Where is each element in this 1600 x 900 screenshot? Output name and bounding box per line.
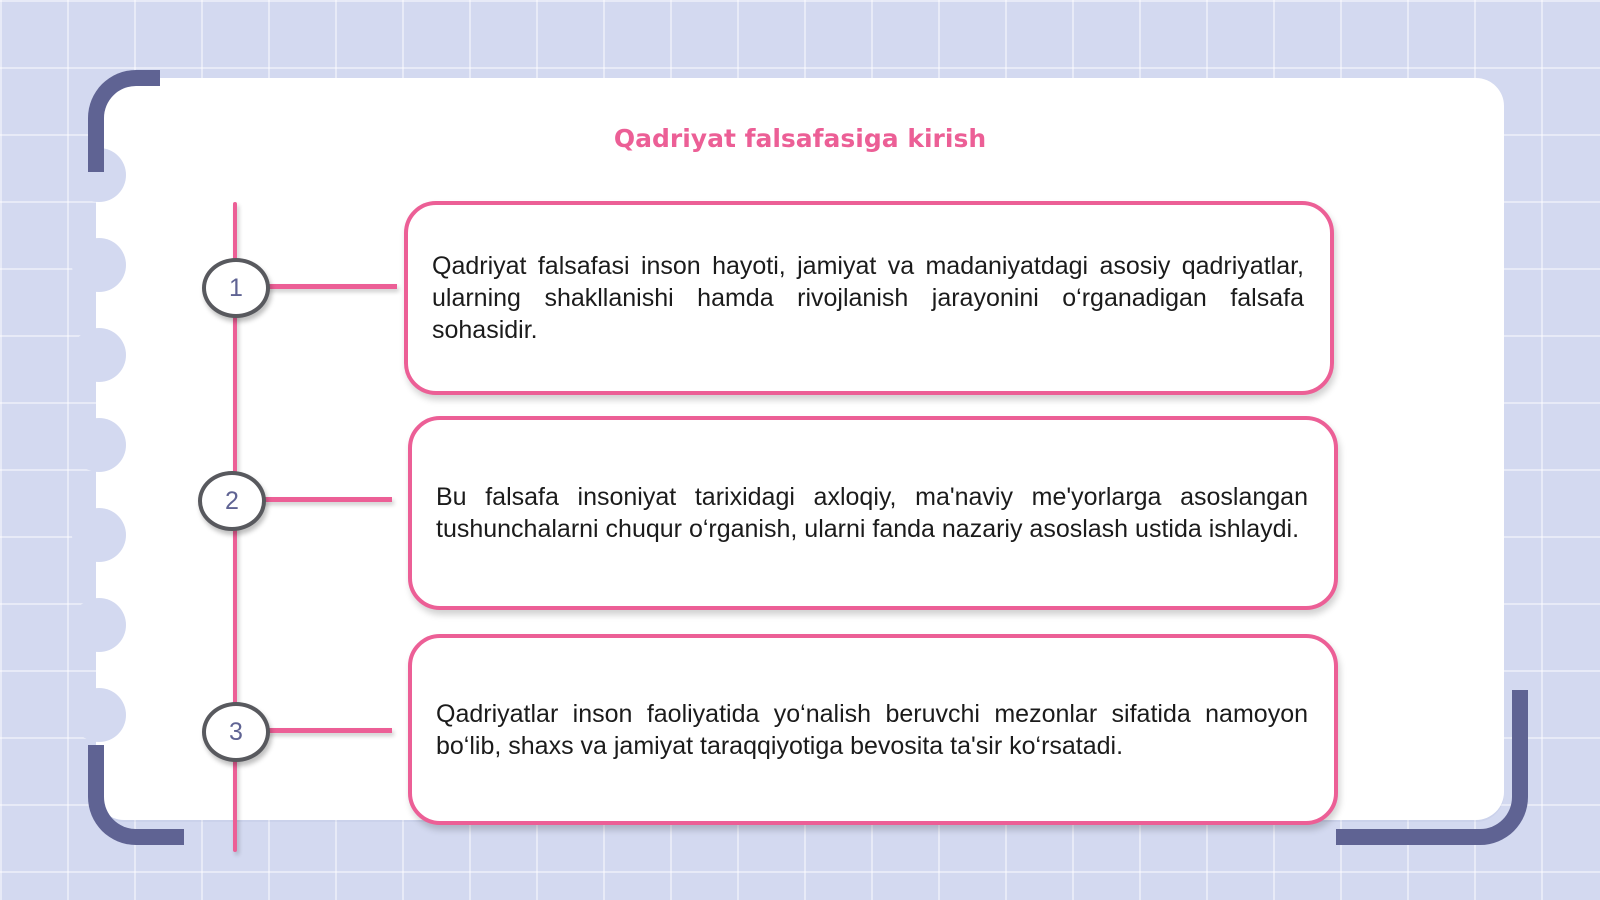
paper-punch-hole bbox=[72, 688, 126, 742]
step-card-text-3: Qadriyatlar inson faoliyatida yo‘nalish beruvchi mezonlar sifatida namoyon bo‘lib, shaxs va jamiyat taraqqiyotiga bevosita ta'sir ko‘rsatadi. bbox=[436, 699, 1308, 760]
slide-title: Qadriyat falsafasiga kirish bbox=[613, 124, 987, 153]
paper-punch-hole bbox=[72, 238, 126, 292]
paper-punch-hole bbox=[72, 598, 126, 652]
paper-punch-hole bbox=[72, 328, 126, 382]
step-card-1 bbox=[404, 201, 1334, 395]
step-number-1: 1 bbox=[202, 258, 270, 318]
step-number-3: 3 bbox=[202, 702, 270, 762]
step-connector-3 bbox=[265, 728, 392, 733]
step-card-text-1: Qadriyat falsafasi inson hayoti, jamiyat va madaniyatdagi asosiy qadriyatlar, ularning shakllanishi hamda rivojlanish jarayonini o‘rganadigan falsafa sohasidir. bbox=[432, 252, 1304, 344]
step-card-3 bbox=[408, 634, 1338, 825]
paper-punch-hole bbox=[72, 508, 126, 562]
step-card-2 bbox=[408, 416, 1338, 610]
step-number-2: 2 bbox=[198, 471, 266, 531]
paper-punch-hole bbox=[72, 418, 126, 472]
corner-bracket-bottom-left bbox=[88, 745, 184, 845]
step-card-text-2: Bu falsafa insoniyat tarixidagi axloqiy, ma'naviy me'yorlarga asoslangan tushunchalarni chuqur o‘rganish, ularni fanda nazariy asoslash ustida ishlaydi. bbox=[436, 483, 1308, 543]
step-connector-1 bbox=[265, 284, 397, 289]
step-connector-2 bbox=[262, 497, 392, 502]
corner-bracket-top-left bbox=[88, 70, 160, 172]
corner-bracket-bottom-right bbox=[1336, 690, 1528, 845]
